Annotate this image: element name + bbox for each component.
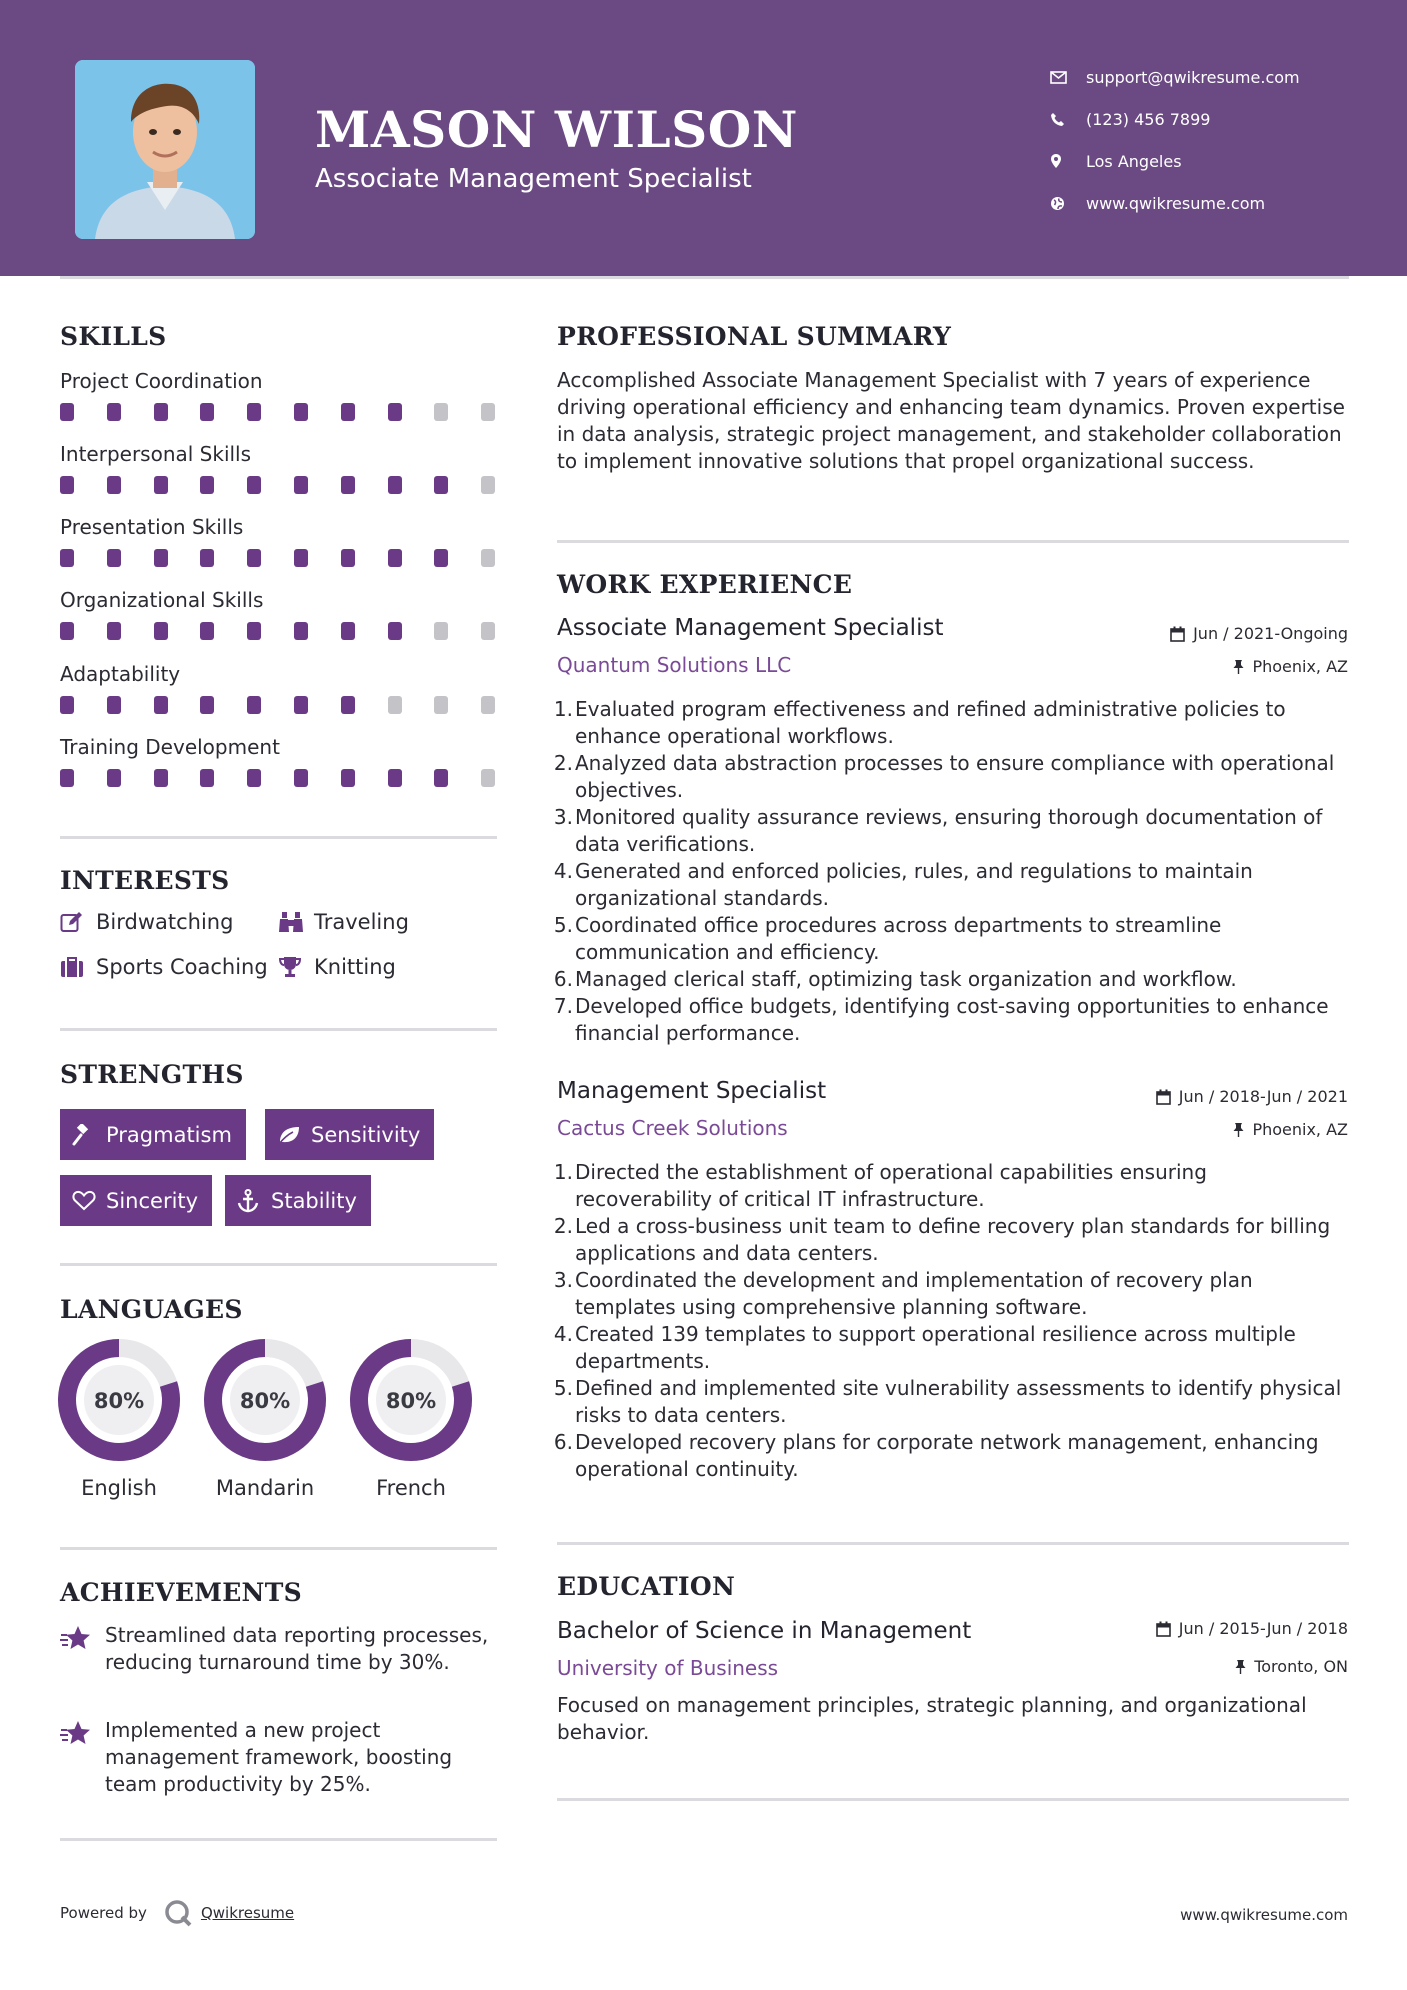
skill-dot-filled (341, 769, 355, 787)
achievement-text: Implemented a new project management framework, boosting team productivity by 25%. (105, 1718, 453, 1796)
section-divider (60, 1263, 497, 1266)
star-icon (60, 1622, 105, 1676)
language-name: French (376, 1476, 446, 1500)
language-percent-label: 80% (93, 1389, 145, 1413)
contact-list (1050, 56, 1390, 224)
list-item: 6. Managed clerical staff, optimizing task organization and workflow. (553, 967, 1237, 991)
skill-name: Interpersonal Skills (60, 442, 252, 466)
strength-label: Sensitivity (311, 1122, 421, 1147)
list-item: 2. Led a cross-business unit team to define recovery plan standards for billing applications and data centers. (553, 1214, 1331, 1265)
skill-dot-filled (341, 622, 355, 640)
skill-dot-empty (434, 403, 448, 421)
job-dates-text: Jun / 2018-Jun / 2021 (1178, 1087, 1348, 1106)
achievement-item (60, 1717, 500, 1798)
company-name: Cactus Creek Solutions (557, 1116, 788, 1140)
language-gauge (349, 1338, 473, 1462)
skill-item (60, 586, 500, 642)
interest-label: Traveling (314, 910, 409, 934)
skill-dot-filled (247, 769, 261, 787)
section-divider (557, 1542, 1349, 1545)
skill-dot-empty (481, 549, 495, 567)
education-heading: EDUCATION (557, 1572, 736, 1601)
interests-heading: INTERESTS (60, 866, 230, 895)
interest-item (278, 955, 396, 979)
skill-dot-empty (481, 403, 495, 421)
star-icon (60, 1717, 105, 1798)
interest-label: Knitting (314, 955, 396, 979)
skill-dot-filled (154, 476, 168, 494)
interest-item (60, 910, 233, 934)
education-location-text: Toronto, ON (1254, 1657, 1348, 1676)
pushpin-icon (1235, 1659, 1246, 1674)
list-item: 1. Directed the establishment of operational capabilities ensuring recoverability of critical IT infrastructure. (553, 1160, 1207, 1211)
skill-dot-filled (294, 769, 308, 787)
language-gauge (57, 1338, 181, 1462)
strength-label: Sincerity (106, 1188, 199, 1213)
interest-item (60, 955, 268, 979)
binoculars-icon (278, 911, 314, 933)
phone-icon (1050, 112, 1086, 127)
skill-rating (60, 620, 500, 642)
strength-label: Stability (271, 1188, 357, 1213)
skill-dot-filled (294, 622, 308, 640)
briefcase-icon (60, 956, 96, 978)
interest-label: Birdwatching (96, 910, 234, 934)
skill-dot-empty (434, 696, 448, 714)
strength-tag (265, 1109, 434, 1160)
job-bullets (553, 696, 1349, 1047)
candidate-name: MASON WILSON (315, 100, 798, 159)
skill-dot-filled (154, 549, 168, 567)
skill-dot-filled (247, 549, 261, 567)
skill-dot-filled (107, 769, 121, 787)
section-divider (60, 1547, 497, 1550)
skill-dot-filled (60, 476, 74, 494)
skill-item (60, 513, 500, 569)
skill-dot-filled (247, 476, 261, 494)
language-percent-label: 80% (385, 1389, 437, 1413)
strength-tag (225, 1175, 371, 1226)
job-location-text: Phoenix, AZ (1252, 657, 1348, 676)
list-item: 5. Defined and implemented site vulnerability assessments to identify physical risks to data centers. (553, 1376, 1342, 1427)
pushpin-icon (1233, 659, 1244, 674)
profile-photo (75, 60, 255, 239)
anchor-icon (237, 1189, 271, 1213)
skill-dot-filled (247, 622, 261, 640)
skill-dot-filled (294, 549, 308, 567)
skill-dot-filled (60, 769, 74, 787)
job-dates (1170, 624, 1348, 643)
pencil-square-icon (60, 911, 96, 933)
envelope-icon (1050, 71, 1086, 84)
skill-name: Presentation Skills (60, 515, 244, 539)
skill-dot-filled (107, 549, 121, 567)
achievement-text: Streamlined data reporting processes, reducing turnaround time by 30%. (105, 1623, 489, 1674)
calendar-icon (1170, 626, 1185, 642)
header-divider (60, 276, 1349, 279)
trophy-icon (278, 956, 314, 978)
skill-dot-empty (434, 622, 448, 640)
globe-icon (1050, 196, 1086, 211)
skill-item (60, 367, 500, 423)
job-location (1233, 1120, 1348, 1139)
skill-dot-filled (107, 622, 121, 640)
skill-name: Project Coordination (60, 369, 263, 393)
list-item: 7. Developed office budgets, identifying cost-saving opportunities to enhance financial performance. (553, 994, 1329, 1045)
skill-dot-filled (388, 403, 402, 421)
section-divider (60, 1838, 497, 1841)
calendar-icon (1156, 1089, 1171, 1105)
brand-link[interactable]: Qwikresume (200, 1904, 295, 1922)
skill-dot-filled (107, 696, 121, 714)
contact-email[interactable] (1050, 56, 1390, 98)
skill-dot-filled (388, 549, 402, 567)
skill-dot-filled (60, 622, 74, 640)
section-divider (557, 1798, 1349, 1801)
skill-dot-filled (154, 622, 168, 640)
section-divider (60, 1028, 497, 1031)
skill-name: Training Development (60, 735, 280, 759)
skill-dot-filled (388, 769, 402, 787)
education-dates (1156, 1619, 1348, 1638)
achievements-heading: ACHIEVEMENTS (60, 1578, 302, 1607)
skill-dot-filled (294, 403, 308, 421)
strengths-heading: STRENGTHS (60, 1060, 244, 1089)
strength-tag (60, 1175, 212, 1226)
list-item: 4. Created 139 templates to support operational resilience across multiple departments. (553, 1322, 1296, 1373)
skill-dot-filled (341, 476, 355, 494)
strength-label: Pragmatism (106, 1122, 232, 1147)
languages-heading: LANGUAGES (60, 1295, 243, 1324)
skill-dot-filled (434, 769, 448, 787)
skill-item (60, 440, 500, 496)
skill-dot-filled (200, 769, 214, 787)
skill-dot-filled (247, 403, 261, 421)
job-title: Management Specialist (557, 1078, 827, 1104)
experience-heading: WORK EXPERIENCE (557, 570, 853, 599)
footer-website[interactable]: www.qwikresume.com (1180, 1906, 1348, 1924)
footer-powered-by (60, 1898, 294, 1928)
skill-dot-filled (434, 476, 448, 494)
skill-dot-filled (200, 476, 214, 494)
skill-dot-filled (388, 476, 402, 494)
contact-phone[interactable] (1050, 98, 1390, 140)
skill-dot-filled (154, 769, 168, 787)
list-item: 1. Evaluated program effectiveness and refined administrative policies to enhance operational workflows. (553, 697, 1286, 748)
skill-dot-filled (60, 696, 74, 714)
skill-name: Organizational Skills (60, 588, 264, 612)
candidate-title: Associate Management Specialist (315, 164, 752, 194)
contact-location-text: Los Angeles (1086, 151, 1182, 171)
skills-heading: SKILLS (60, 322, 167, 351)
language-item (57, 1338, 181, 1500)
skill-rating (60, 474, 500, 496)
skill-dot-filled (200, 622, 214, 640)
qwikresume-logo-icon (163, 1898, 193, 1928)
language-gauge (203, 1338, 327, 1462)
job-dates (1156, 1087, 1348, 1106)
language-percent-label: 80% (239, 1389, 291, 1413)
skill-item (60, 660, 500, 716)
skill-dot-filled (200, 549, 214, 567)
skill-dot-filled (154, 696, 168, 714)
job-dates-text: Jun / 2021-Ongoing (1193, 624, 1348, 643)
education-description: Focused on management principles, strategic planning, and organizational behavior. (557, 1693, 1307, 1744)
interest-item (278, 910, 409, 934)
summary-heading: PROFESSIONAL SUMMARY (557, 322, 952, 351)
skill-dot-empty (481, 769, 495, 787)
job-title: Associate Management Specialist (557, 615, 944, 641)
skill-dot-filled (341, 549, 355, 567)
resume-header (0, 0, 1407, 276)
skill-dot-filled (200, 403, 214, 421)
skill-dot-filled (107, 403, 121, 421)
job-location (1233, 657, 1348, 676)
job-location-text: Phoenix, AZ (1252, 1120, 1348, 1139)
contact-phone-text: (123) 456 7899 (1086, 109, 1211, 129)
strength-tag (60, 1109, 246, 1160)
pushpin-icon (1233, 1122, 1244, 1137)
language-item (203, 1338, 327, 1500)
skill-dot-empty (481, 696, 495, 714)
leaf-icon (277, 1125, 311, 1145)
school-name: University of Business (557, 1656, 779, 1680)
degree-title: Bachelor of Science in Management (557, 1618, 972, 1644)
skill-dot-empty (481, 622, 495, 640)
education-dates-text: Jun / 2015-Jun / 2018 (1178, 1619, 1348, 1638)
education-location (1235, 1657, 1348, 1676)
interest-label: Sports Coaching (96, 955, 268, 979)
list-item: 5. Coordinated office procedures across departments to streamline communication and efficiency. (553, 913, 1222, 964)
skill-rating (60, 694, 500, 716)
skill-dot-filled (294, 476, 308, 494)
job-bullets (553, 1159, 1349, 1483)
skill-dot-filled (247, 696, 261, 714)
company-name: Quantum Solutions LLC (557, 653, 792, 677)
language-name: English (81, 1476, 157, 1500)
language-item (349, 1338, 473, 1500)
contact-website[interactable] (1050, 182, 1390, 224)
heart-icon (72, 1190, 106, 1211)
skill-name: Adaptability (60, 662, 181, 686)
skill-rating (60, 547, 500, 569)
language-name: Mandarin (215, 1476, 315, 1500)
skill-rating (60, 767, 500, 789)
list-item: 4. Generated and enforced policies, rules, and regulations to maintain organizational standards. (553, 859, 1253, 910)
skill-dot-filled (341, 403, 355, 421)
list-item: 2. Analyzed data abstraction processes to ensure compliance with operational objectives. (553, 751, 1335, 802)
skill-dot-empty (481, 476, 495, 494)
contact-website-text: www.qwikresume.com (1086, 193, 1266, 213)
contact-email-text: support@qwikresume.com (1086, 67, 1300, 87)
skill-dot-filled (341, 696, 355, 714)
skill-dot-filled (107, 476, 121, 494)
achievement-item (60, 1622, 500, 1676)
list-item: 3. Coordinated the development and implementation of recovery plan templates using comprehensive planning software. (553, 1268, 1253, 1319)
skill-dot-filled (154, 403, 168, 421)
section-divider (557, 540, 1349, 543)
contact-location (1050, 140, 1390, 182)
skill-dot-filled (60, 403, 74, 421)
skill-dot-filled (200, 696, 214, 714)
skill-dot-filled (294, 696, 308, 714)
section-divider (60, 836, 497, 839)
skill-dot-empty (388, 696, 402, 714)
skill-item (60, 733, 500, 789)
skill-dot-filled (388, 622, 402, 640)
summary-text: Accomplished Associate Management Specialist with 7 years of experience driving operational efficiency and enhancing team dynamics. Proven expertise in data analysis, strategic project management, and stakeholder collaboration to implement innovative solutions that propel organizational success. (557, 368, 1345, 473)
gavel-icon (72, 1124, 106, 1146)
calendar-icon (1156, 1621, 1171, 1637)
powered-by-label: Powered by (60, 1904, 147, 1922)
skill-rating (60, 401, 500, 423)
skill-dot-filled (434, 549, 448, 567)
location-pin-icon (1050, 153, 1086, 169)
list-item: 3. Monitored quality assurance reviews, ensuring thorough documentation of data verifications. (553, 805, 1323, 856)
skill-dot-filled (60, 549, 74, 567)
list-item: 6. Developed recovery plans for corporate network management, enhancing operational continuity. (553, 1430, 1319, 1481)
